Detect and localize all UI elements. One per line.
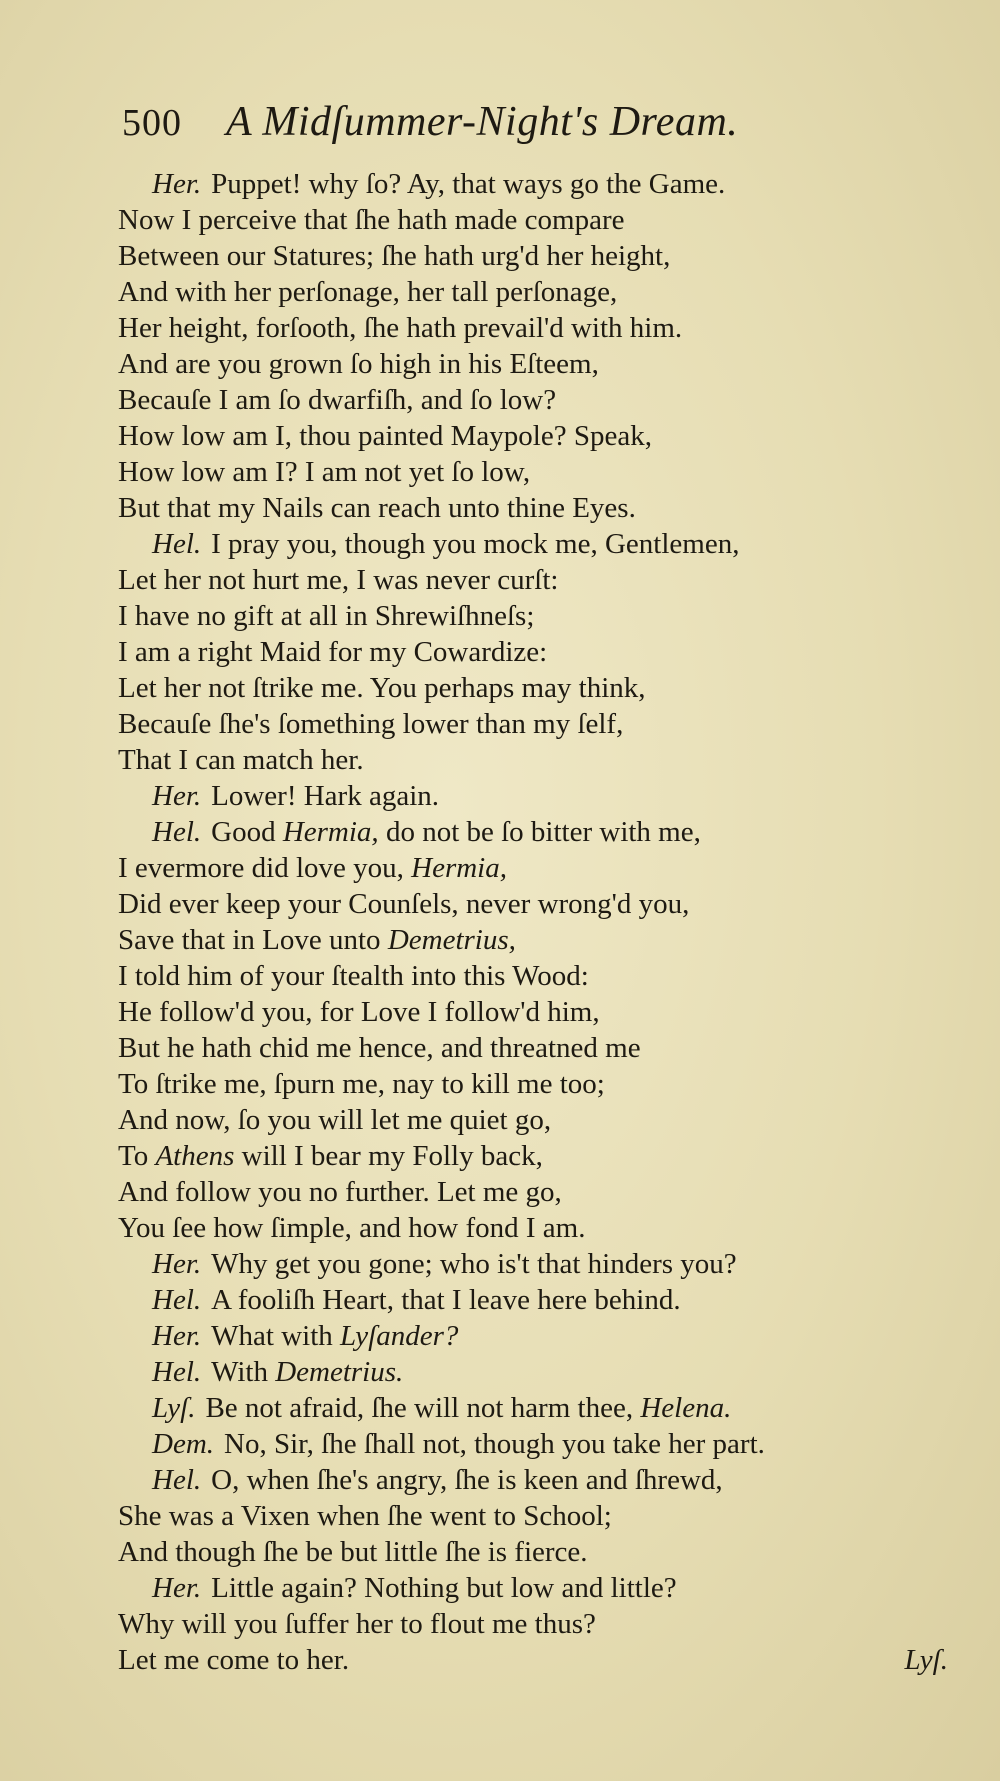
line-text: How low am I? I am not yet ſo low,: [118, 456, 531, 488]
line-text: With: [211, 1356, 276, 1388]
verse-line: [0, 1570, 1000, 1606]
speaker-name: Lyſ.: [152, 1392, 196, 1424]
speaker-name: Hel.: [152, 816, 202, 848]
verse-line: [0, 166, 1000, 202]
line-text: And now, ſo you will let me quiet go,: [118, 1104, 552, 1136]
line-text: But that my Nails can reach unto thine Eyes.: [118, 492, 636, 524]
line-text: I pray you, though you mock me, Gentlemen,: [211, 528, 740, 560]
speaker-name: Hel.: [152, 1284, 202, 1316]
line-text: Save that in Love unto: [118, 924, 388, 956]
line-text: Let me come to her.: [118, 1644, 350, 1676]
line-text: Did ever keep your Counſels, never wrong'd you,: [118, 888, 690, 920]
line-text: You ſee how ſimple, and how fond I am.: [118, 1212, 586, 1244]
verse-line: [0, 1426, 1000, 1462]
verse-line: [0, 346, 1000, 382]
line-text: Now I perceive that ſhe hath made compare: [118, 204, 625, 236]
speaker-name: Hel.: [152, 1464, 202, 1496]
speaker-name: Hel.: [152, 528, 202, 560]
line-text: do not be ſo bitter with me,: [378, 816, 701, 848]
verse-line: [0, 958, 1000, 994]
verse-line: [0, 1210, 1000, 1246]
line-text: And are you grown ſo high in his Eſteem,: [118, 348, 599, 380]
verse-line: [0, 1174, 1000, 1210]
verse-line: [0, 238, 1000, 274]
verse-line: [0, 1318, 1000, 1354]
line-text: I evermore did love you,: [118, 852, 412, 884]
line-text: Good: [211, 816, 283, 848]
verse-line: [0, 1534, 1000, 1570]
speaker-name: Hel.: [152, 1356, 202, 1388]
verse-line: [0, 202, 1000, 238]
verse-line: [0, 598, 1000, 634]
line-text: Why get you gone; who is't that hinders you?: [211, 1248, 737, 1280]
line-text: Becauſe ſhe's ſomething lower than my ſelf,: [118, 708, 624, 740]
verse-line: [0, 526, 1000, 562]
verse-line: [0, 1606, 1000, 1642]
verse-line: [0, 382, 1000, 418]
italic-text: Lyſander?: [340, 1320, 459, 1352]
verse-line: [0, 562, 1000, 598]
verse-line: [0, 994, 1000, 1030]
verse-line: [0, 1246, 1000, 1282]
verse-line: [0, 1282, 1000, 1318]
verse-line: [0, 742, 1000, 778]
running-title: A Midſummer-Night's Dream.: [226, 99, 739, 145]
verse-line: [0, 310, 1000, 346]
verse-line: [0, 1030, 1000, 1066]
verse-line: [0, 1138, 1000, 1174]
line-text: And with her perſonage, her tall perſonage,: [118, 276, 618, 308]
verse-line: [0, 850, 1000, 886]
line-text: Becauſe I am ſo dwarfiſh, and ſo low?: [118, 384, 557, 416]
verse-line: [0, 634, 1000, 670]
line-text: To: [118, 1140, 156, 1172]
line-text: Her height, forſooth, ſhe hath prevail'd with him.: [118, 312, 683, 344]
line-text: Let her not hurt me, I was never curſt:: [118, 564, 559, 596]
line-text: But he hath chid me hence, and threatned me: [118, 1032, 641, 1064]
speaker-name: Her.: [152, 1248, 202, 1280]
line-text: O, when ſhe's angry, ſhe is keen and ſhrewd,: [211, 1464, 723, 1496]
line-text: Let her not ſtrike me. You perhaps may think,: [118, 672, 646, 704]
line-text: Little again? Nothing but low and little?: [211, 1572, 677, 1604]
verse-line: [0, 670, 1000, 706]
italic-text: Hermia,: [411, 852, 507, 884]
verse-line: [0, 1498, 1000, 1534]
verse-line: [0, 454, 1000, 490]
verse-line: [0, 814, 1000, 850]
line-text: How low am I, thou painted Maypole? Speak,: [118, 420, 652, 452]
line-text: No, Sir, ſhe ſhall not, though you take her part.: [224, 1428, 765, 1460]
line-text: Between our Statures; ſhe hath urg'd her height,: [118, 240, 671, 272]
line-text: I am a right Maid for my Cowardize:: [118, 636, 548, 668]
verse-line: [0, 1462, 1000, 1498]
speaker-name: Her.: [152, 168, 202, 200]
line-text: To ſtrike me, ſpurn me, nay to kill me too;: [118, 1068, 605, 1100]
line-text: will I bear my Folly back,: [234, 1140, 543, 1172]
line-text: What with: [211, 1320, 340, 1352]
page-number: 500: [122, 102, 182, 144]
italic-text: Helena.: [640, 1392, 732, 1424]
verse-line: [0, 274, 1000, 310]
play-text: [0, 166, 1000, 1678]
verse-line: [0, 1642, 1000, 1678]
verse-line: [0, 490, 1000, 526]
line-text: That I can match her.: [118, 744, 364, 776]
line-text: I told him of your ſtealth into this Wood:: [118, 960, 589, 992]
italic-text: Demetrius,: [387, 924, 516, 956]
verse-line: [0, 922, 1000, 958]
verse-line: [0, 778, 1000, 814]
line-text: Why will you ſuffer her to flout me thus?: [118, 1608, 596, 1640]
verse-line: [0, 706, 1000, 742]
line-text: A fooliſh Heart, that I leave here behind.: [211, 1284, 681, 1316]
verse-line: [0, 418, 1000, 454]
speaker-name: Dem.: [152, 1428, 215, 1460]
verse-line: [0, 886, 1000, 922]
line-text: I have no gift at all in Shrewiſhneſs;: [118, 600, 535, 632]
line-text: Puppet! why ſo? Ay, that ways go the Game.: [211, 168, 726, 200]
line-text: And though ſhe be but little ſhe is fierce.: [118, 1536, 588, 1568]
line-text: Be not afraid, ſhe will not harm thee,: [205, 1392, 641, 1424]
verse-line: [0, 1102, 1000, 1138]
speaker-name: Her.: [152, 1320, 202, 1352]
verse-line: [0, 1354, 1000, 1390]
page-header: [122, 98, 882, 158]
verse-line: [0, 1390, 1000, 1426]
speaker-name: Her.: [152, 1572, 202, 1604]
line-text: She was a Vixen when ſhe went to School;: [118, 1500, 612, 1532]
catchword: Lyſ.: [904, 1644, 948, 1676]
line-text: He follow'd you, for Love I follow'd him,: [118, 996, 600, 1028]
line-text: Lower! Hark again.: [211, 780, 440, 812]
verse-line: [0, 1066, 1000, 1102]
line-text: And follow you no further. Let me go,: [118, 1176, 562, 1208]
italic-text: Hermia,: [282, 816, 379, 848]
speaker-name: Her.: [152, 780, 202, 812]
italic-text: Demetrius.: [275, 1356, 404, 1388]
italic-text: Athens: [155, 1140, 235, 1172]
